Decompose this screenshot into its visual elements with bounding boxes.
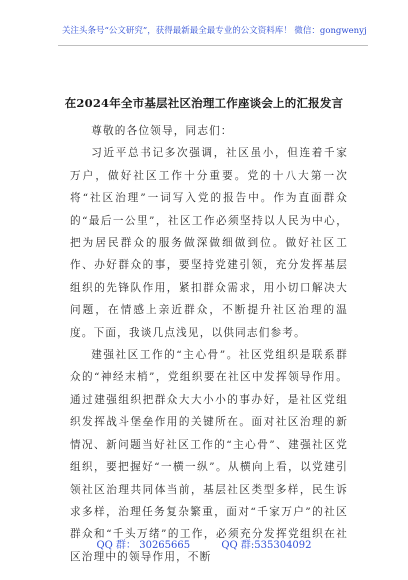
footer-qq-group-1: QQ 群： 30265665	[96, 540, 191, 551]
document-title: 在2024年全市基层社区治理工作座谈会上的汇报发言	[64, 96, 344, 110]
header-banner: 关注头条号“公文研究”，获得最新最全最专业的公文资料库！ 微信：gongwenyj	[62, 26, 367, 36]
header-divider	[58, 45, 368, 46]
footer-qq-group-2: QQ 群:535304092	[221, 540, 312, 551]
paragraph-intro: 习近平总书记多次强调，社区虽小，但连着千家万户，做好社区工作十分重要。党的十八大第一次将“社区治理”一词写入党的报告中。作为直面群众的“最后一公里”，社区工作必须坚持以人民为中心，把为居民群众的服务做深做细做到位。做好社区工作、办好群众的事，要坚持党建引领，充分发挥基层组织的先锋队作用，紧扣群众需求，用小切口解决大问题，在情感上亲近群众，不断提升社区治理的温度。下面，我谈几点浅见，以供同志们参考。	[70, 147, 348, 339]
salutation: 尊敬的各位领导，同志们：	[91, 125, 233, 137]
document-body	[70, 120, 348, 568]
footer-contact	[0, 536, 408, 551]
paragraph-backbone: 建强社区工作的“主心骨”。社区党组织是联系群众的“神经末梢”，党组织要在社区中发挥领导作用。通过建强组织把群众大大小小的事办好，是社区党组织发挥战斗堡垒作用的关键所在。面对社区治理的新情况、新问题当好社区工作的“主心骨”、建强社区党组织，要把握好“一横一纵”。从横向上看，以党建引领社区治理共同体当前，基层社区类型多样，民生诉求多样，治理任务复杂繁重，面对“千家万户”的社区群众和“千头万绪”的工作，必须充分发挥党组织在社区治理中的领导作用，不断	[70, 349, 348, 563]
